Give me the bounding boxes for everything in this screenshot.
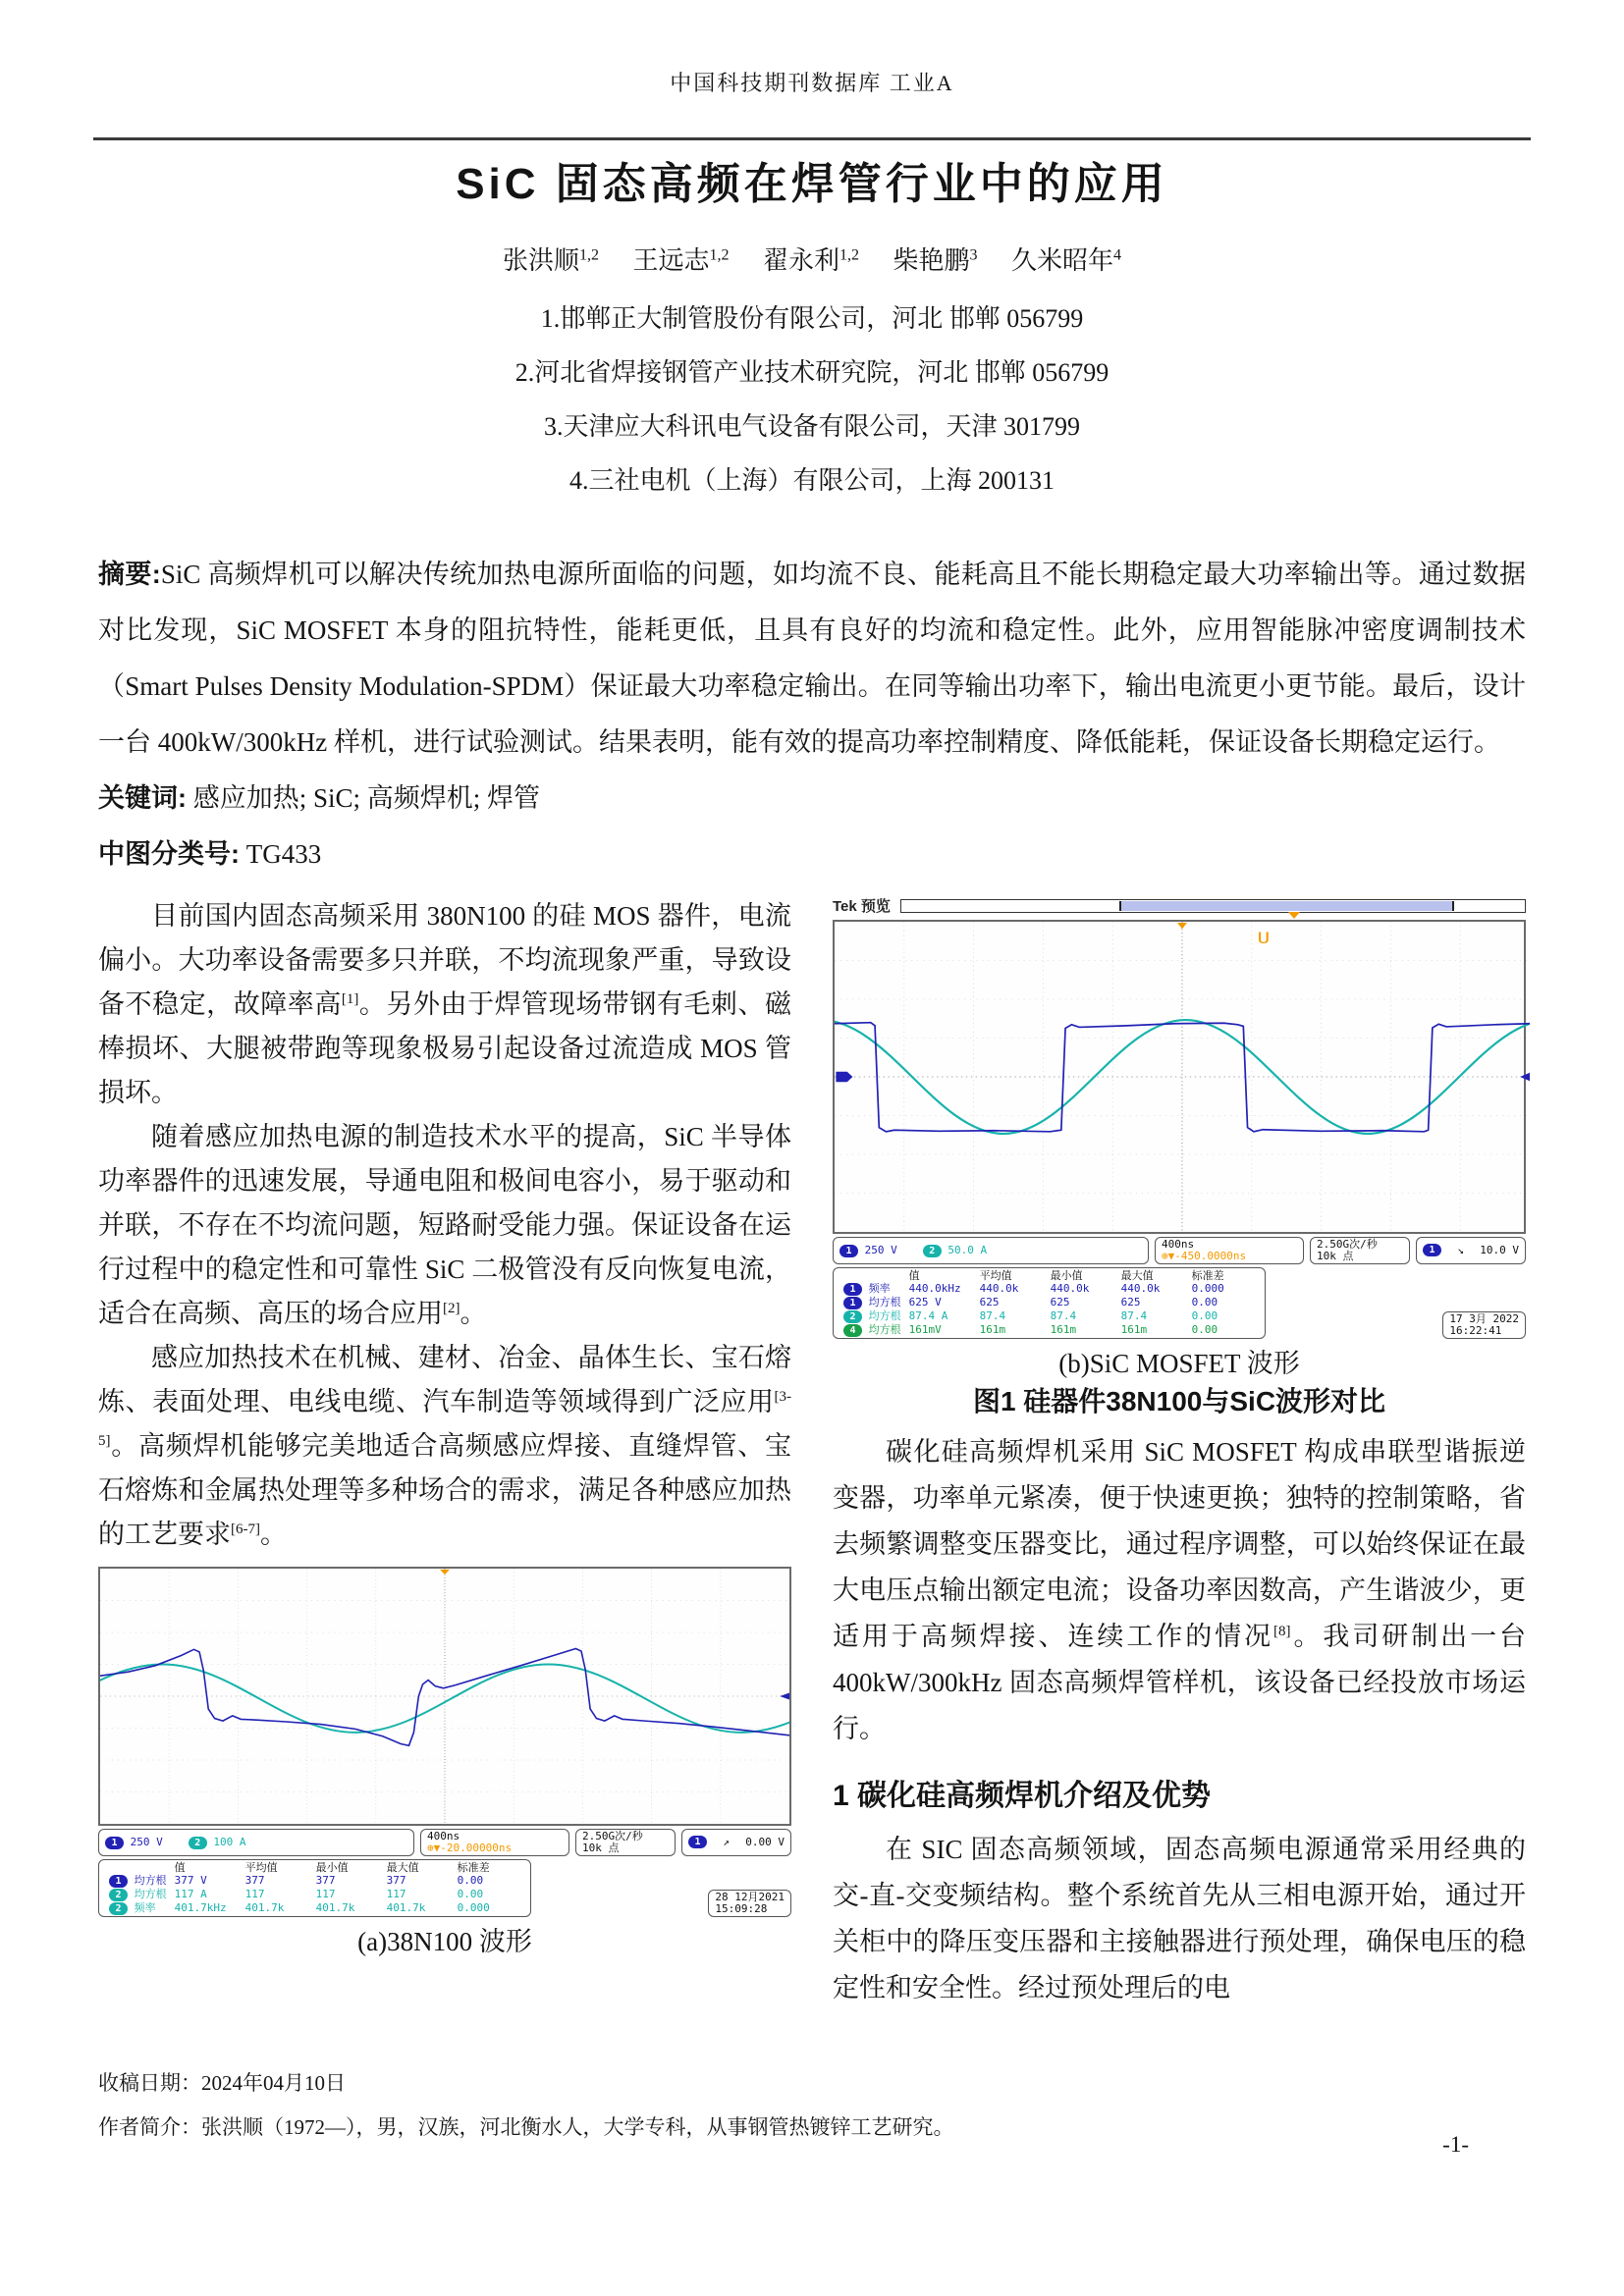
channel2-badge-icon: 2 [923,1245,942,1257]
measurement-row: 2 均方根 117 A 117 117 117 0.00 [105,1888,524,1901]
trigger-slope-icon: ↘ [1457,1244,1464,1257]
author-sup: 1,2 [839,246,859,263]
channel-scale-box [98,1829,414,1856]
record-view-bar [900,899,1526,913]
author-name: 张洪顺 [502,245,579,275]
trigger-level: 10.0 V [1480,1244,1519,1257]
section-heading: 1 碳化硅高频焊机介绍及优势 [833,1779,1212,1812]
channel-badge-icon: 2 [109,1889,128,1901]
body-paragraph: 碳化硅高频焊机采用 SiC MOSFET 构成串联型谐振逆变器，功率单元紧凑，便于快速更换；独特的控制策略，省去频繁调整变压器变比，通过程序调整，可以始终保证在最大电压点输出额定电流；设备功率因数高，产生谐波少，更适用于高频焊接、连续工作的情况[8]。我司研制出一台 400kW/300kHz 固态高频焊管样机，该设备已经投放市场运行。 [833,1436,1527,1743]
body-paragraph: 感应加热技术在机械、建材、冶金、晶体生长、宝石熔炼、表面处理、电线电缆、汽车制造等领域得到广泛应用[3-5]。高频焊机能够完美地适合高频感应焊接、直缝焊管、宝石熔炼和金属热处理等多种场合的需求，满足各种感应加热的工艺要求[6-7]。 [98,1342,791,1549]
journal-header: 中国科技期刊数据库 工业A [670,71,954,95]
measurement-row: 2 频率 401.7kHz 401.7k 401.7k 401.7k 0.000 [105,1901,524,1915]
time-scale: 400ns [1162,1237,1195,1251]
affiliation-line: 3.天津应大科讯电气设备有限公司，天津 301799 [543,411,1080,441]
channel-badge-icon: 2 [843,1310,862,1323]
abstract-text: SiC 高频焊机可以解决传统加热电源所面临的问题，如均流不良、能耗高且不能长期稳定最大功率输出等。通过数据对比发现，SiC MOSFET 本身的阻抗特性，能耗更低，且具有良好的均流和稳定性。此外，应用智能脉冲密度调制技术（Smart Pulses Density Modulation-SPDM）保证最大功率稳定输出。在同等输出功率下，输出电流更小更节能。最后，设计一台 400kW/300kHz 样机，进行试验测试。结果表明，能有效的提高功率控制精度、降低能耗，保证设备长期稳定运行。 [98,559,1526,757]
paper-title: SiC 固态高频在焊管行业中的应用 [456,160,1168,208]
trigger-box [1416,1237,1526,1264]
classification-line [98,827,1526,882]
sample-rate: 2.50G次/秒 [1317,1237,1378,1251]
abstract-label: 摘要: [98,559,161,589]
channel-badge-icon: 1 [109,1875,128,1888]
timebase-box [1155,1237,1304,1264]
figure-b-caption: (b)SiC MOSFET 波形 [1058,1348,1300,1378]
datetime-box [1442,1311,1526,1339]
datetime-box [708,1890,791,1917]
affiliation-line: 1.邯郸正大制管股份有限公司，河北 邯郸 056799 [540,303,1084,333]
channel-badge-icon: 4 [843,1324,862,1337]
two-column-body [98,894,1526,2011]
author [632,246,729,275]
measurement-row: 1 均方根 377 V 377 377 377 0.00 [105,1874,524,1888]
author-name: 王远志 [632,245,710,275]
author-name: 久米昭年 [1011,245,1114,275]
measurement-table-box [98,1859,531,1917]
trigger-channel-icon: 1 [688,1836,707,1848]
author-name: 翟永利 [762,245,839,275]
figure-a-caption: (a)38N100 波形 [357,1926,532,1956]
author-sup: 1,2 [709,246,730,263]
channel1-marker-icon [836,1071,852,1082]
trigger-offset-icon: ⊕▼ [1162,1249,1175,1262]
measurement-row: 4 均方根 161mV 161m 161m 161m 0.00 [839,1323,1259,1337]
time-scale: 400ns [427,1829,460,1842]
channel1-level-icon [780,1692,789,1699]
body-paragraph: 目前国内固态高频采用 380N100 的硅 MOS 器件，电流偏小。大功率设备需要多只并联，不均流现象严重，导致设备不稳定，故障率高[1]。另外由于焊管现场带钢有毛刺、磁棒损坏、大腿被带跑等现象极易引起设备过流造成 MOS 管损坏。 [98,900,792,1107]
scope-b-screen [833,920,1526,1234]
channel2-scale: 100 A [213,1835,246,1848]
current-waveform [835,1020,1530,1134]
channel1-scale: 250 V [864,1243,897,1256]
scope-b-readout-panel [833,1237,1526,1339]
scope-a-screen [98,1567,791,1826]
abstract [98,547,1526,771]
received-date-line: 收稿日期：2024年04月10日 [98,2071,346,2095]
top-marker-label: U [1257,930,1271,947]
record-length: 10k 点 [582,1841,620,1854]
measurement-table [105,1861,524,1915]
channel-badge-icon: 1 [843,1297,862,1309]
scope-b-grid [835,922,1530,1232]
right-column [833,894,1526,2011]
classification-label: 中图分类号: [98,838,240,869]
channel1-scale: 250 V [130,1835,163,1848]
channel2-scale: 50.0 A [947,1243,988,1256]
trigger-position-icon [440,1570,450,1575]
affiliations [98,292,1526,507]
oscilloscope-figure-b [833,894,1526,1423]
tek-label: Tek 预览 [833,898,891,916]
trigger-slope-icon: ↗ [723,1836,730,1849]
timebase-box [420,1829,569,1856]
affiliation-line: 2.河北省焊接钢管产业技术研究院，河北 邯郸 056799 [514,357,1110,387]
measurement-table [839,1269,1259,1337]
body-paragraph: 在 SIC 固态高频领域，固态高频电源通常采用经典的交-直-交变频结构。整个系统首先从三相电源开始，通过开关柜中的降压变压器和主接触器进行预处理，确保电压的稳定性和安全性。经过预处理后的电 [833,1834,1526,2002]
trigger-level: 0.00 V [745,1836,785,1849]
left-column [98,894,791,1958]
oscilloscope-figure-a [98,1567,791,1958]
keywords-line [98,771,1526,827]
measurement-row: 2 均方根 87.4 A 87.4 87.4 87.4 0.00 [839,1309,1259,1323]
table-header-row: 值 平均值 最小值 最大值 标准差 [908,1268,1224,1282]
affiliation-line: 4.三社电机（上海）有限公司，上海 200131 [568,465,1055,495]
body-paragraph: 随着感应加热电源的制造技术水平的提高，SiC 半导体功率器件的迅速发展，导通电阻和极间电容小，易于驱动和并联，不存在不均流问题，短路耐受能力强。保证设备在运行过程中的稳定性和可靠性 SiC 二极管没有反向恢复电流，适合在高频、高压的场合应用[2]。 [98,1121,791,1328]
channel-scale-box [833,1237,1149,1264]
author-bio-line: 作者简介：张洪顺（1972—），男，汉族，河北衡水人，大学专科，从事钢管热镀锌工艺研究。 [98,2115,954,2139]
scope-time: 15:09:28 [715,1901,768,1915]
measurement-row: 1 频率 440.0kHz 440.0k 440.0k 440.0k 0.000 [839,1282,1259,1296]
voltage-waveform [835,1022,1530,1131]
scope-time: 16:22:41 [1449,1323,1502,1337]
keywords-label: 关键词: [98,782,187,813]
sample-rate-box [1310,1237,1410,1264]
channel2-badge-icon: 2 [189,1837,207,1849]
author-sup: 4 [1113,246,1122,263]
scope-a-grid [100,1569,789,1824]
table-header-row: 值 平均值 最小值 最大值 标准差 [174,1860,490,1874]
author [893,246,978,275]
scope-date: 28 12月2021 [715,1890,785,1903]
measurement-table-box [833,1267,1266,1339]
channel-badge-icon: 1 [843,1283,862,1296]
scope-a-readout-panel [98,1829,791,1917]
author-name: 柴艳鹏 [893,245,970,275]
author-sup: 1,2 [578,246,599,263]
time-offset: -20.00000ns [440,1841,513,1854]
author [503,246,599,275]
record-window-segment [1119,901,1454,911]
trigger-box [681,1829,791,1856]
trigger-channel-icon: 1 [1423,1244,1441,1256]
trigger-offset-icon: ⊕▼ [427,1841,441,1854]
measurement-row: 1 均方根 625 V 625 625 625 0.00 [839,1296,1259,1309]
channel-badge-icon: 2 [109,1902,128,1915]
time-offset: -450.0000ns [1174,1249,1247,1262]
scope-b-top-bar [833,894,1526,918]
footer [98,2061,954,2150]
record-length: 10k 点 [1317,1249,1354,1262]
classification-text: TG433 [245,838,322,869]
keywords-text: 感应加热; SiC; 高频焊机; 焊管 [192,782,541,813]
channel1-badge-icon: 1 [839,1245,858,1257]
author-sup: 3 [969,246,978,263]
sample-rate: 2.50G次/秒 [582,1829,643,1842]
trigger-position-icon [1177,923,1187,929]
header-rule [93,137,1531,140]
record-trigger-caret-icon [1288,912,1300,919]
channel1-badge-icon: 1 [105,1837,124,1849]
sample-rate-box [575,1829,676,1856]
author-line [98,237,1526,280]
figure-main-caption: 图1 硅器件38N100与SiC波形对比 [972,1385,1386,1416]
page-number: -1- [1442,2132,1469,2157]
author [763,246,859,275]
channel1-level-icon [1520,1072,1530,1080]
author [1011,246,1121,275]
scope-date: 17 3月 2022 [1449,1311,1519,1325]
